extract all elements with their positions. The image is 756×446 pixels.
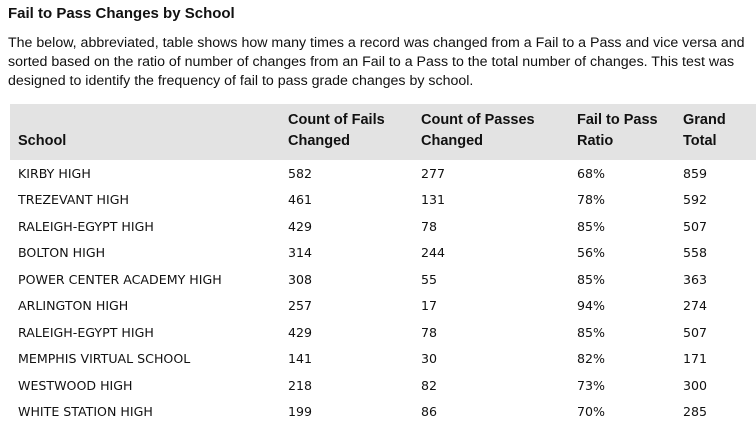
cell-school: KIRBY HIGH [18,165,91,181]
cell-ratio: 85% [577,271,605,287]
cell-passes-changed: 277 [421,165,446,181]
cell-grand-total: 300 [683,377,708,393]
cell-grand-total: 363 [683,271,708,287]
cell-grand-total: 507 [683,218,708,234]
header-fails-line1: Count of Fails [288,112,385,128]
header-ratio-line1: Fail to Pass [577,112,658,128]
cell-fails-changed: 429 [288,324,313,340]
table-row [10,293,756,320]
cell-passes-changed: 82 [421,377,438,393]
header-total-line2: Total [683,133,717,149]
header-ratio [569,104,675,160]
cell-grand-total: 558 [683,245,708,261]
table-row [10,399,756,426]
cell-passes-changed: 78 [421,324,438,340]
table-row [10,160,756,187]
header-school [10,104,280,160]
cell-fails-changed: 314 [288,245,313,261]
intro-paragraph: The below, abbreviated, table shows how many times a record was changed from a Fail to a Pass and vice versa and sorted based on the ratio of number of changes from an Fail to a Pass to the total number of changes. This test was designed to identify the frequency of fail to pass grade changes by school. [8,35,745,89]
cell-ratio: 73% [577,377,605,393]
cell-passes-changed: 86 [421,404,438,420]
cell-fails-changed: 582 [288,165,313,181]
cell-fails-changed: 257 [288,298,313,314]
cell-passes-changed: 30 [421,351,438,367]
changes-table [10,104,756,425]
cell-grand-total: 285 [683,404,708,420]
header-fails-changed [280,104,413,160]
header-ratio-line2: Ratio [577,133,614,149]
header-grand-total [675,104,756,160]
section-title: Fail to Pass Changes by School [8,5,235,22]
cell-school: ARLINGTON HIGH [18,298,129,314]
cell-school: RALEIGH-EGYPT HIGH [18,324,154,340]
cell-grand-total: 859 [683,165,708,181]
header-passes-line1: Count of Passes [421,112,535,128]
cell-school: WESTWOOD HIGH [18,377,133,393]
table-body [10,160,756,425]
cell-passes-changed: 55 [421,271,438,287]
cell-ratio: 82% [577,351,605,367]
cell-grand-total: 507 [683,324,708,340]
cell-school: POWER CENTER ACADEMY HIGH [18,271,222,287]
table-row [10,346,756,373]
table-header-row [10,104,756,160]
cell-school: BOLTON HIGH [18,245,106,261]
cell-fails-changed: 199 [288,404,313,420]
header-passes-changed [413,104,569,160]
header-fails-line2: Changed [288,133,351,149]
cell-fails-changed: 461 [288,192,313,208]
cell-passes-changed: 78 [421,218,438,234]
cell-ratio: 70% [577,404,605,420]
cell-school: RALEIGH-EGYPT HIGH [18,218,154,234]
table-row [10,213,756,240]
cell-fails-changed: 429 [288,218,313,234]
cell-ratio: 68% [577,165,605,181]
cell-ratio: 78% [577,192,605,208]
cell-grand-total: 592 [683,192,708,208]
table-row [10,240,756,267]
table-row [10,187,756,214]
cell-grand-total: 274 [683,298,708,314]
cell-fails-changed: 218 [288,377,313,393]
cell-fails-changed: 141 [288,351,313,367]
table-row [10,319,756,346]
cell-school: MEMPHIS VIRTUAL SCHOOL [18,351,191,367]
cell-school: TREZEVANT HIGH [18,192,129,208]
cell-passes-changed: 17 [421,298,438,314]
table-row [10,372,756,399]
cell-ratio: 85% [577,218,605,234]
cell-passes-changed: 244 [421,245,446,261]
cell-fails-changed: 308 [288,271,313,287]
cell-grand-total: 171 [683,351,708,367]
cell-passes-changed: 131 [421,192,446,208]
cell-ratio: 56% [577,245,605,261]
header-school-line1: School [18,133,67,149]
cell-ratio: 85% [577,324,605,340]
cell-ratio: 94% [577,298,605,314]
header-passes-line2: Changed [421,133,484,149]
header-total-line1: Grand [683,112,726,128]
cell-school: WHITE STATION HIGH [18,404,153,420]
table-row [10,266,756,293]
